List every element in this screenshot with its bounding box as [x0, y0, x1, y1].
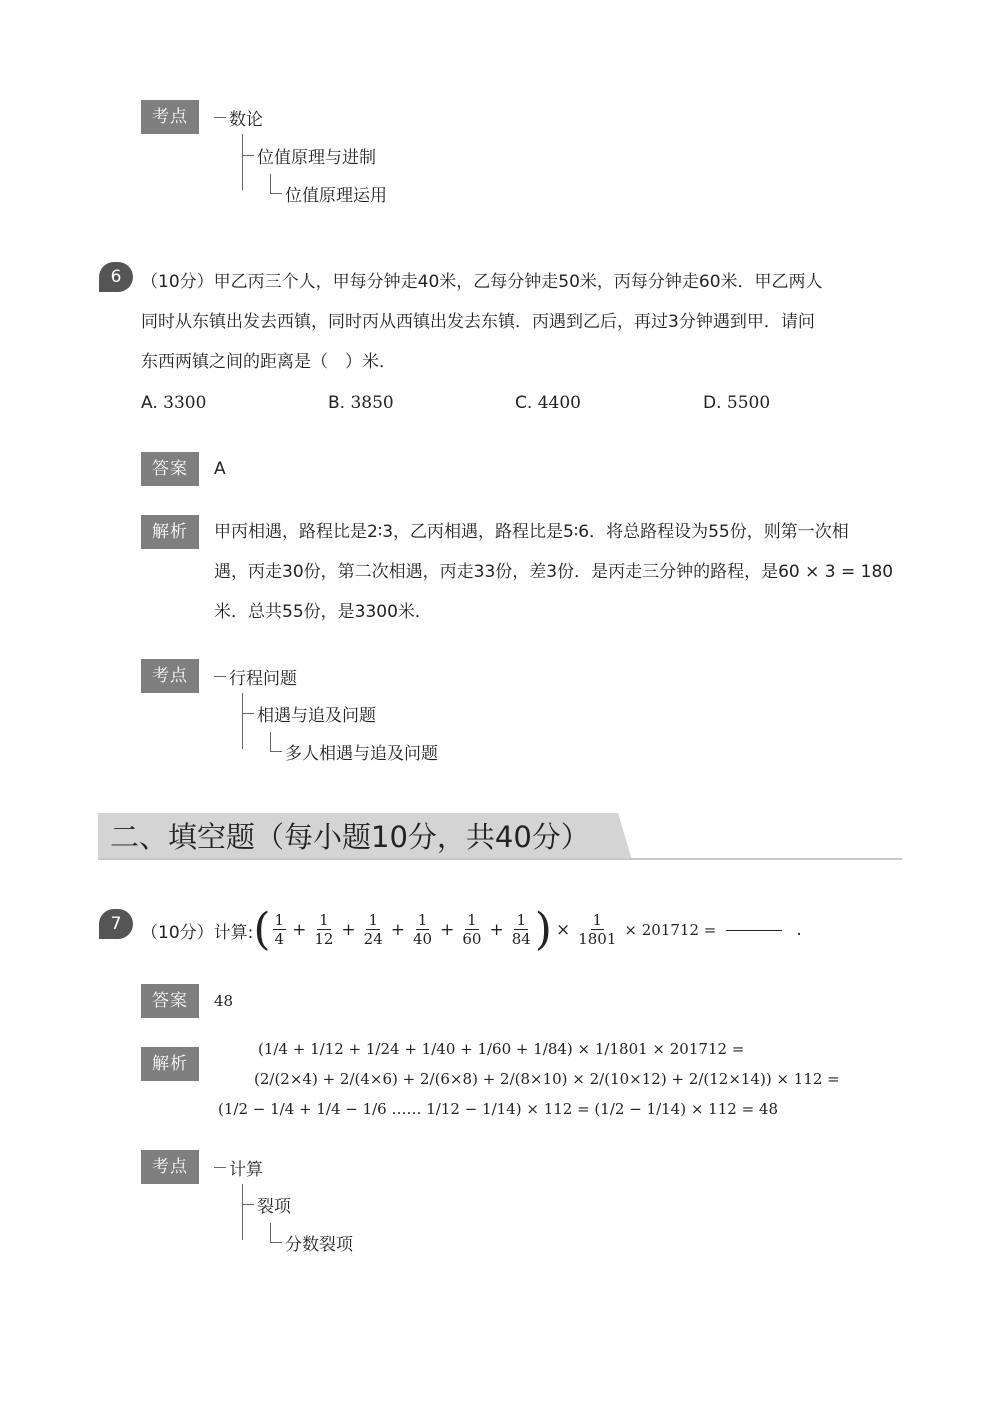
analysis-6-line-3: 米．总共55份，是3300米． [214, 602, 432, 622]
analysis-6-line-2: 遇，丙走30份，第二次相遇，丙走33份，差3份．是丙走三分钟的路程，是60 × 3 = 180 [214, 562, 894, 582]
analysis-7-line-2: (2/(2×4) + 2/(4×6) + 2/(6×8) + 2/(8×10) × 2/(10×12) + 2/(12×14)) × 112 = [254, 1070, 840, 1088]
answer-6: A [214, 459, 226, 479]
tree-level1: 行程问题 [229, 669, 297, 689]
answer-tag-7: 答案 [141, 984, 199, 1018]
tree-connector [242, 155, 254, 156]
tree-connector [242, 713, 254, 714]
kaodian-tag-6: 考点 [141, 659, 199, 693]
question-6-line-2: 同时从东镇出发去西镇，同时丙从西镇出发去东镇．丙遇到乙后，再过3分钟遇到甲．请问 [141, 312, 815, 332]
tree-connector [270, 751, 282, 752]
question-number-7: 7 [99, 909, 133, 939]
tree-connector [214, 117, 226, 118]
analysis-tag-6: 解析 [141, 515, 199, 549]
question-7-expression [141, 902, 802, 958]
numerator: 1 [516, 910, 527, 929]
question-6-line-3: 东西两镇之间的距离是（ ）米． [141, 352, 396, 372]
right-paren: ) [534, 904, 552, 955]
times-sign: × [555, 920, 571, 940]
tree-level1: 计算 [229, 1160, 263, 1180]
tree-connector [242, 1204, 254, 1205]
option-c[interactable] [515, 393, 581, 413]
fraction [273, 912, 287, 948]
plus-sign: + [341, 920, 356, 940]
tree-connector [214, 676, 226, 677]
tree-connector [214, 1167, 226, 1168]
analysis-7-line-1: (1/4 + 1/12 + 1/24 + 1/40 + 1/60 + 1/84) × 1/1801 × 201712 = [258, 1040, 745, 1058]
kaodian-tag-1: 考点 [141, 100, 199, 134]
answer-7: 48 [214, 992, 234, 1010]
left-paren: ( [253, 904, 271, 955]
tree-level1: 数论 [229, 110, 263, 130]
tree-connector [270, 174, 271, 194]
option-value: 4400 [537, 393, 581, 413]
tree-level2: 裂项 [257, 1197, 291, 1217]
option-b[interactable] [328, 393, 394, 413]
tree-connector [242, 1184, 243, 1240]
tree-connector [242, 134, 243, 190]
option-letter: C. [515, 393, 533, 413]
option-a[interactable] [141, 393, 206, 413]
fraction [411, 912, 434, 948]
kaodian-tag-7: 考点 [141, 1150, 199, 1184]
option-letter: A. [141, 393, 158, 413]
numerator: 1 [319, 910, 329, 929]
fraction [510, 912, 533, 948]
times-value: × 201712 = [624, 921, 717, 939]
fraction [576, 912, 618, 948]
fraction [460, 912, 483, 948]
denominator: 4 [274, 930, 285, 949]
question-7-suffix: . [796, 920, 802, 940]
option-value: 3300 [163, 393, 207, 413]
plus-sign: + [390, 920, 406, 940]
denominator: 1801 [578, 930, 617, 949]
tree-level2: 相遇与追及问题 [257, 706, 376, 726]
numerator: 1 [467, 910, 477, 929]
denominator: 24 [363, 930, 383, 949]
tree-level3: 位值原理运用 [285, 186, 387, 206]
option-letter: D. [703, 393, 722, 413]
analysis-7-line-3: (1/2 − 1/4 + 1/4 − 1/6 …… 1/12 − 1/14) × 112 = (1/2 − 1/14) × 112 = 48 [218, 1100, 778, 1118]
tree-connector [270, 193, 282, 194]
option-value: 3850 [350, 393, 394, 413]
numerator: 1 [368, 910, 378, 929]
tree-connector [242, 693, 243, 749]
question-7-prefix: （10分）计算: [141, 922, 254, 943]
tree-level2: 位值原理与进制 [257, 148, 376, 168]
plus-sign: + [440, 920, 455, 940]
denominator: 40 [413, 930, 433, 949]
tree-connector [270, 1242, 282, 1243]
option-d[interactable] [703, 393, 770, 413]
analysis-6-line-1: 甲丙相遇，路程比是2∶3，乙丙相遇，路程比是5∶6．将总路程设为55份，则第一次相 [214, 522, 849, 542]
option-letter: B. [328, 393, 346, 413]
fraction [362, 912, 385, 948]
tree-connector [270, 1223, 271, 1243]
analysis-tag-7: 解析 [141, 1047, 199, 1081]
denominator: 84 [511, 930, 531, 949]
tree-level3: 多人相遇与追及问题 [285, 744, 438, 764]
plus-sign: + [489, 920, 504, 940]
answer-tag-6: 答案 [141, 452, 199, 486]
numerator: 1 [592, 910, 603, 929]
plus-sign: + [292, 920, 307, 940]
section-title: 二、填空题（每小题10分，共40分） [110, 820, 590, 854]
tree-level3: 分数裂项 [285, 1235, 353, 1255]
question-6-line-1: （10分）甲乙丙三个人，甲每分钟走40米，乙每分钟走50米，丙每分钟走60米．甲乙两人 [141, 272, 823, 292]
tree-connector [270, 732, 271, 752]
answer-blank[interactable] [726, 930, 782, 931]
denominator: 12 [314, 930, 334, 949]
numerator: 1 [274, 910, 285, 929]
question-number-6: 6 [99, 262, 133, 292]
option-value: 5500 [726, 393, 771, 413]
fraction [312, 912, 335, 948]
denominator: 60 [462, 930, 482, 949]
numerator: 1 [417, 910, 428, 929]
